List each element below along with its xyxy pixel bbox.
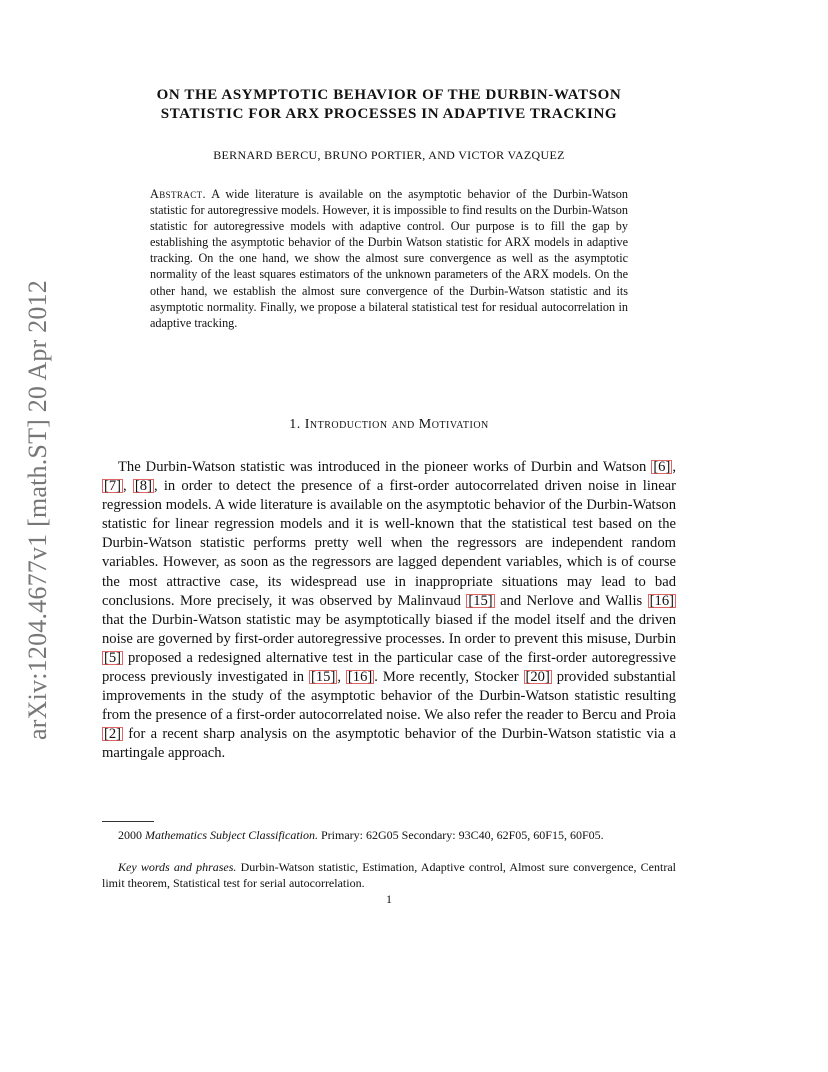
title-line-2: STATISTIC FOR ARX PROCESSES IN ADAPTIVE TRACKING <box>160 106 618 122</box>
msc-label: Mathematics Subject Classification. <box>145 828 318 842</box>
citation-link[interactable]: [7] <box>104 478 122 495</box>
introduction-paragraph <box>102 458 676 764</box>
citation-link[interactable]: [5] <box>104 649 122 666</box>
section-heading <box>0 417 778 433</box>
citation-link[interactable]: [8] <box>134 478 152 495</box>
page-number: 1 <box>386 892 392 906</box>
citation-link[interactable]: [20] <box>525 669 550 686</box>
author-list: BERNARD BERCU, BRUNO PORTIER, AND VICTOR VAZQUEZ <box>213 148 565 162</box>
footnote-msc <box>102 827 676 843</box>
citation-link[interactable]: [16] <box>649 592 674 609</box>
citation-link[interactable]: [15] <box>310 669 336 686</box>
citation-link[interactable]: [6] <box>653 459 671 475</box>
paper-title <box>0 86 778 124</box>
intro-text: and Nerlove and Wallis <box>494 592 648 609</box>
citation-link[interactable]: [16] <box>347 669 373 686</box>
intro-text: that the Durbin-Watson statistic may be asymptotically biased if the model itself and the driven noise are governed by first-order autoregressive processes. In order to prevent this misuse, Durbin <box>102 611 676 647</box>
footnote-divider <box>102 821 154 822</box>
intro-text: for a recent sharp analysis on the asymptotic behavior of the Durbin-Watson statistic via a martingale approach. <box>102 726 676 762</box>
arxiv-identifier-stamp: arXiv:1204.4677v1 [math.ST] 20 Apr 2012 <box>23 280 52 740</box>
abstract-heading: Abstract. <box>150 187 206 201</box>
intro-text: The Durbin-Watson statistic was introduced in the pioneer works of Durbin and Watson <box>118 459 652 475</box>
footnote-keywords <box>102 859 676 891</box>
intro-text: provided substantial improvements in the study of the asymptotic behavior of the Durbin-Watson statistic resulting from the presence of a first-order autocorrelated noise. We also refer the reader to Bercu and Proia <box>102 669 676 724</box>
abstract <box>150 186 628 331</box>
keywords-text: Durbin-Watson statistic, Estimation, Adaptive control, Almost sure convergence, Central limit theorem, Statistical test for serial autocorrelation. <box>102 860 677 890</box>
intro-text: . More recently, Stocker <box>374 669 524 686</box>
section-title: Introduction and Motivation <box>304 417 489 432</box>
intro-text: , <box>672 459 676 475</box>
intro-text: , <box>337 669 346 686</box>
intro-text: proposed a redesigned alternative test in the particular case of the first-order autoregressive process previously investigated in <box>102 649 676 686</box>
intro-text: , in order to detect the presence of a first-order autocorrelated driven noise in linear regression models. A wide literature is available on the asymptotic behavior of the Durbin-Watson statistic for linear regression models and it is well-known that the statistical test based on the Durbin-Watson statistic performs pretty well when the regressors are independent random variables. However, as soon as the regressors are lagged dependent variables, which is of course the most attractive case, its widespread use in inappropriate situations may lead to bad conclusions. More precisely, it was observed by Malinvaud <box>102 478 677 609</box>
citation-link[interactable]: [15] <box>468 592 493 609</box>
intro-text: , <box>123 478 133 495</box>
title-line-1: ON THE ASYMPTOTIC BEHAVIOR OF THE DURBIN-WATSON <box>156 87 622 103</box>
msc-text: Primary: 62G05 Secondary: 93C40, 62F05, 60F15, 60F05. <box>317 828 604 842</box>
citation-link[interactable]: [2] <box>104 726 122 743</box>
section-number: 1. <box>289 417 301 432</box>
keywords-label: Key words and phrases. <box>118 860 237 874</box>
msc-year: 2000 <box>118 828 145 842</box>
abstract-text: A wide literature is available on the asymptotic behavior of the Durbin-Watson statistic for autoregressive models. However, it is impossible to find results on the Durbin-Watson statistic for autoregressive models with adaptive control. Our purpose is to fill the gap by establishing the asymptotic behavior of the Durbin Watson statistic for ARX models in adaptive tracking. On the one hand, we show the almost sure convergence as well as the asymptotic normality of the least squares estimators of the unknown parameters of the ARX models. On the other hand, we establish the almost sure convergence of the Durbin-Watson statistic and its asymptotic normality. Finally, we propose a bilateral statistical test for residual autocorrelation in adaptive tracking. <box>150 187 628 330</box>
